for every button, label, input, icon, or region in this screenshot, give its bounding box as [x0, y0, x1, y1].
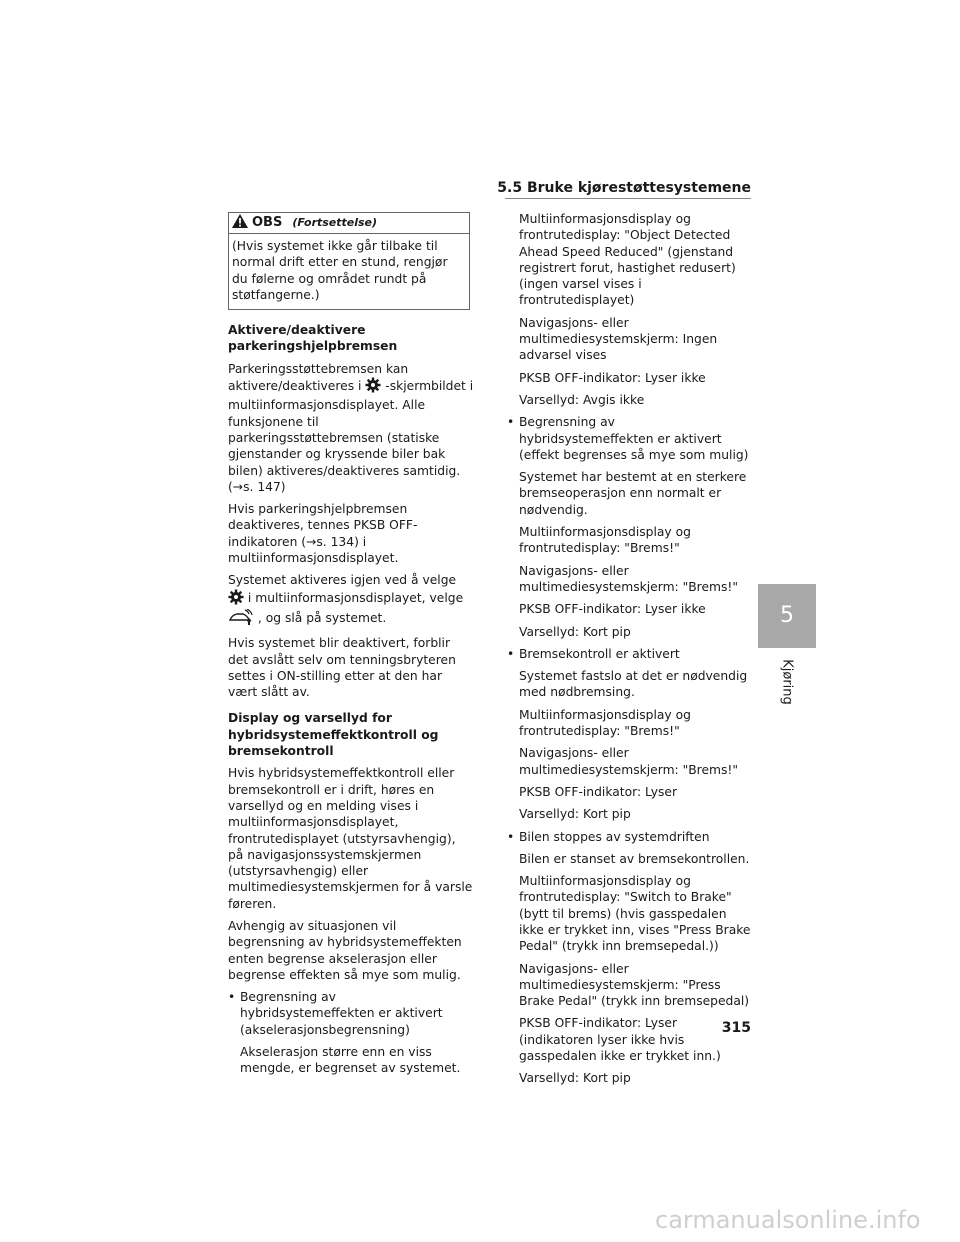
- page-number: 315: [721, 1020, 751, 1036]
- heading-parking-brake: Aktivere/deaktivere parkeringshjelpbremsen: [228, 323, 398, 354]
- bullet-detail: Multiinformasjonsdisplay og frontrutedisplay: "Switch to Brake" (bytt til brems) (hvis gasspedalen ikke er trykket inn, vises "Press Brake Pedal" (trykk inn bremsepedal.)): [519, 874, 751, 954]
- chapter-label-text: Kjøring: [779, 659, 795, 705]
- bullet-detail: Bilen er stanset av bremsekontrollen.: [519, 851, 750, 866]
- right-column: [507, 211, 753, 1093]
- bullet-detail: Navigasjons- eller multimediesystemskjerm: "Brems!": [519, 563, 739, 594]
- bullet-detail: Multiinformasjonsdisplay og frontrutedisplay: "Brems!": [519, 525, 691, 556]
- left-column: [228, 212, 474, 1083]
- header-divider: [505, 198, 751, 199]
- bullet-item: • Bilen stoppes av systemdriften: [507, 829, 753, 845]
- gear-icon: [228, 589, 244, 609]
- heading-display-sound: Display og varsellyd for hybridsystemeffektkontroll og bremsekontroll: [228, 711, 439, 759]
- bullet-detail: Systemet har bestemt at en sterkere bremseoperasjon enn normalt er nødvendig.: [519, 470, 747, 517]
- bullet-detail: PKSB OFF-indikator: Lyser ikke: [519, 370, 706, 385]
- bullet-detail: Varsellyd: Kort pip: [519, 1071, 631, 1086]
- warning-icon: [231, 213, 249, 233]
- bullet-detail: Multiinformasjonsdisplay og frontrutedisplay: "Brems!": [519, 707, 691, 739]
- paragraph-text: Parkeringsstøttebremsen kan aktivere/deaktiveres i: [228, 361, 409, 394]
- gear-icon: [365, 377, 381, 397]
- bullet-detail: Navigasjons- eller multimediesystemskjerm: Ingen advarsel vises: [519, 315, 718, 363]
- obs-notice-header: [229, 213, 469, 234]
- bullet-detail: PKSB OFF-indikator: Lyser ikke: [519, 602, 706, 617]
- bullet-detail: Akselerasjon større enn en viss mengde, er begrenset av systemet.: [240, 1045, 461, 1076]
- obs-continued: (Fortsettelse): [292, 215, 378, 229]
- chapter-label: [758, 652, 816, 712]
- section-header: 5.5 Bruke kjørestøttesystemene: [497, 180, 751, 196]
- bullet-detail: PKSB OFF-indikator: Lyser (indikatoren lyser ikke hvis gasspedalen ikke er trykket inn.): [519, 1016, 721, 1064]
- bullet-detail: Varsellyd: Kort pip: [519, 807, 631, 822]
- chapter-tab: 5: [758, 584, 816, 648]
- bullet-item: • Bremsekontroll er aktivert: [507, 646, 753, 662]
- obs-label: OBS: [252, 214, 283, 230]
- paragraph: Hvis systemet blir deaktivert, forblir det avslått selv om tenningsbryteren settes i ON-stilling etter at den har vært slått av.: [228, 636, 456, 700]
- bullet-detail: Varsellyd: Avgis ikke: [519, 392, 645, 407]
- bullet-item: • Begrensning av hybridsystemeffekten er aktivert (akselerasjonsbegrensning): [228, 989, 474, 1038]
- bullet-detail: PKSB OFF-indikator: Lyser: [519, 784, 678, 799]
- bullet-detail: Systemet fastslo at det er nødvendig med nødbremsing.: [519, 669, 748, 700]
- obs-notice-box: [228, 212, 470, 310]
- car-sensor-icon: [228, 609, 254, 629]
- bullet-detail: Navigasjons- eller multimediesystemskjerm: "Press Brake Pedal" (trykk inn bremsepedal): [519, 961, 750, 1009]
- bullet-detail: Navigasjons- eller multimediesystemskjerm: "Brems!": [519, 746, 739, 777]
- paragraph-text: Systemet aktiveres igjen ved å velge: [228, 573, 457, 588]
- bullet-item: • Begrensning av hybridsystemeffekten er aktivert (effekt begrenses så mye som mulig): [507, 414, 753, 463]
- obs-body: (Hvis systemet ikke går tilbake til normal drift etter en stund, rengjør du følerne og området rundt på støtfangerne.): [232, 239, 448, 302]
- paragraph-text: , og slå på systemet.: [257, 610, 387, 625]
- paragraph: Hvis hybridsystemeffektkontroll eller bremsekontroll er i drift, høres en varsellyd og en melding vises i multiinformasjonsdisplayet, frontrutedisplayet (utstyrsavhengig), på navigasjonssystemskjermen (utstyrsavhengig) eller multimediesystemskjermen for å varsle føreren.: [228, 766, 473, 911]
- paragraph: [228, 572, 474, 629]
- bullet-detail: Varsellyd: Kort pip: [519, 624, 631, 639]
- paragraph: [228, 361, 474, 495]
- watermark: carmanualsonline.info: [655, 1206, 921, 1234]
- paragraph-text: -skjermbildet i multiinformasjonsdisplayet. Alle funksjonene til parkeringsstøttebremsen (statiske gjenstander og kryssende biler bak bilen) aktiveres/deaktiveres samtidig. (→s. 147): [228, 379, 474, 494]
- bullet-detail: Multiinformasjonsdisplay og frontrutedisplay: "Object Detected Ahead Speed Reduced" (gjenstand registrert forut, hastighet redusert) (ingen varsel vises i frontrutedisplayet): [519, 212, 736, 308]
- paragraph-text: i multiinformasjonsdisplayet, velge: [247, 590, 464, 605]
- paragraph: Avhengig av situasjonen vil begrensning av hybridsystemeffekten enten begrense akselerasjon eller begrense effekten så mye som mulig.: [228, 918, 462, 982]
- paragraph: Hvis parkeringshjelpbremsen deaktiveres, tennes PKSB OFF-indikatoren (→s. 134) i multiinformasjonsdisplayet.: [228, 502, 418, 566]
